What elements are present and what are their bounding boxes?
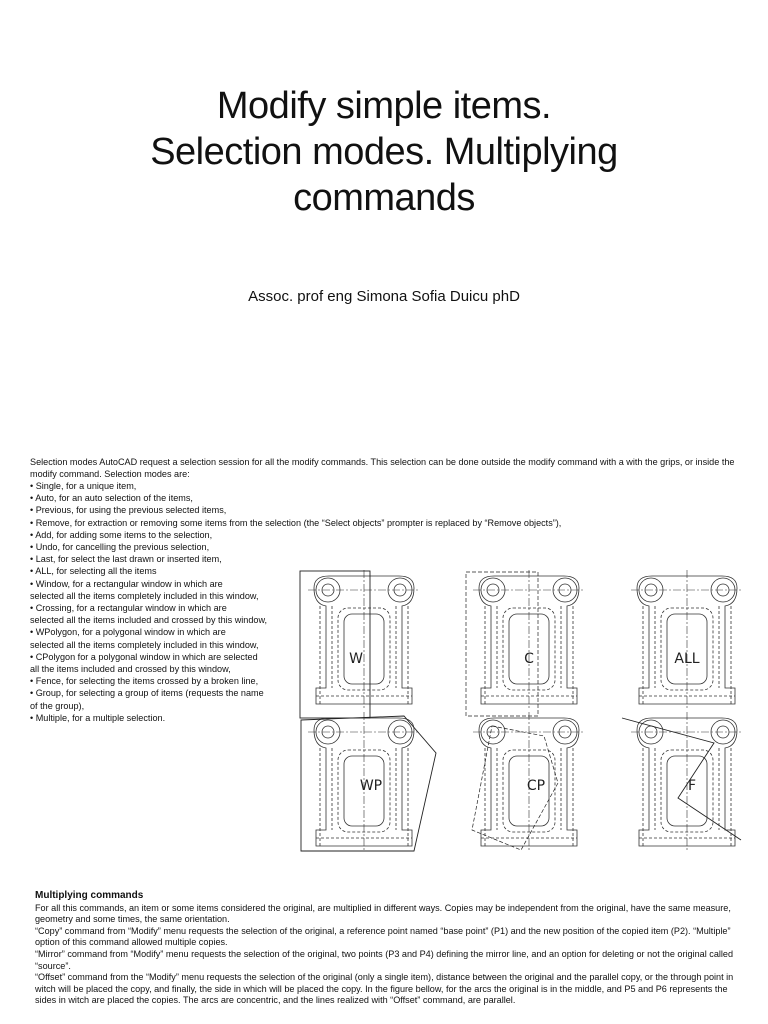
list-item: • Crossing, for a rectangular window in which are (30, 603, 227, 614)
selection-intro: Selection modes AutoCAD request a selection session for all the modify commands. This selection can be done outside the modify command with a with the grips, or inside the modify command. Selection modes are: (30, 457, 735, 480)
list-item: • Auto, for an auto selection of the items, (30, 493, 193, 504)
multiplying-paragraph: “Mirror” command from “Modify” menu requests the selection of the original, two points (P3 and P4) defining the mirror line, and an option for deleting or not the original called “source”. (35, 948, 734, 971)
page-title (0, 83, 768, 221)
list-item: selected all the items included and crossed by this window, (30, 615, 268, 626)
list-item: • Previous, for using the previous selected items, (30, 505, 227, 516)
selection-modes-figure (296, 568, 752, 855)
multiplying-paragraph: For all this commands, an item or some items considered the original, are multiplied in different ways. Copies may be independent from the original, have the same measure, geometry and some times, the same orientation. (35, 902, 731, 925)
list-item: • Fence, for selecting the items crossed by a broken line, (30, 676, 259, 687)
list-item: • CPolygon for a polygonal window in which are selected (30, 651, 258, 662)
title-line-2: Selection modes. Multiplying (150, 131, 618, 173)
all-selection-panel (631, 570, 743, 710)
author-line: Assoc. prof eng Simona Sofia Duicu phD (248, 288, 520, 305)
crossing-selection-panel (473, 570, 585, 710)
list-item: selected all the items completely included in this window, (30, 639, 259, 650)
title-line-1: Modify simple items. (216, 85, 552, 127)
crossing-label: C (524, 651, 534, 667)
fence-label: F (687, 778, 697, 794)
list-item: selected all the items completely included in this window, (30, 590, 259, 601)
all-label: ALL (674, 651, 700, 667)
window-selection-panel (308, 570, 420, 710)
multiplying-paragraph: “Offset” command from the “Modify” menu requests the selection of the original (only a single item), distance between the original and the parallel copy, or the through point in witch will be placed the copy, and finally, the side in which will be placed the copy. In the figure bellow, for the arcs the original is in the middle, and P5 and P6 represents the sides in witch are placed the copies. The arcs are concentric, and the lines realized with “Offset” command, are parallel. (35, 972, 734, 1006)
list-item: • Last, for select the last drawn or inserted item, (30, 554, 222, 565)
multiplying-commands-section (35, 890, 750, 1007)
window-selection-rectangle (300, 571, 370, 718)
list-item: • WPolygon, for a polygonal window in which are (30, 627, 226, 638)
list-item: • Undo, for cancelling the previous selection, (30, 542, 210, 553)
title-line-3: commands (293, 177, 475, 219)
window-label: W (349, 651, 363, 667)
multiplying-heading: Multiplying commands (35, 890, 144, 901)
cpolygon-label: CP (526, 778, 546, 794)
list-item: • Multiple, for a multiple selection. (30, 712, 166, 723)
list-item: of the group), (30, 700, 85, 711)
crossing-selection-rectangle (466, 572, 538, 716)
selection-modes-list (30, 480, 562, 724)
list-item: • Single, for a unique item, (30, 481, 137, 491)
list-item: all the items included and crossed by this window, (30, 664, 231, 675)
list-item: • Add, for adding some items to the selection, (30, 529, 213, 540)
list-item: • Remove, for extraction or removing some items from the selection (the “Select objects” prompter is replaced by “Remove objects”), (30, 517, 562, 528)
list-item: • Window, for a rectangular window in which are (30, 578, 223, 589)
list-item: • Group, for selecting a group of items (requests the name (30, 688, 264, 699)
multiplying-paragraph: “Copy” command from “Modify” menu requests the selection of the original, a reference point named “base point” (P1) and the new position of the copied item (P2). “Multiple” option of this command allowed multiple copies. (35, 925, 731, 948)
wpolygon-label: WP (359, 778, 383, 794)
list-item: • ALL, for selecting all the items (30, 566, 157, 577)
